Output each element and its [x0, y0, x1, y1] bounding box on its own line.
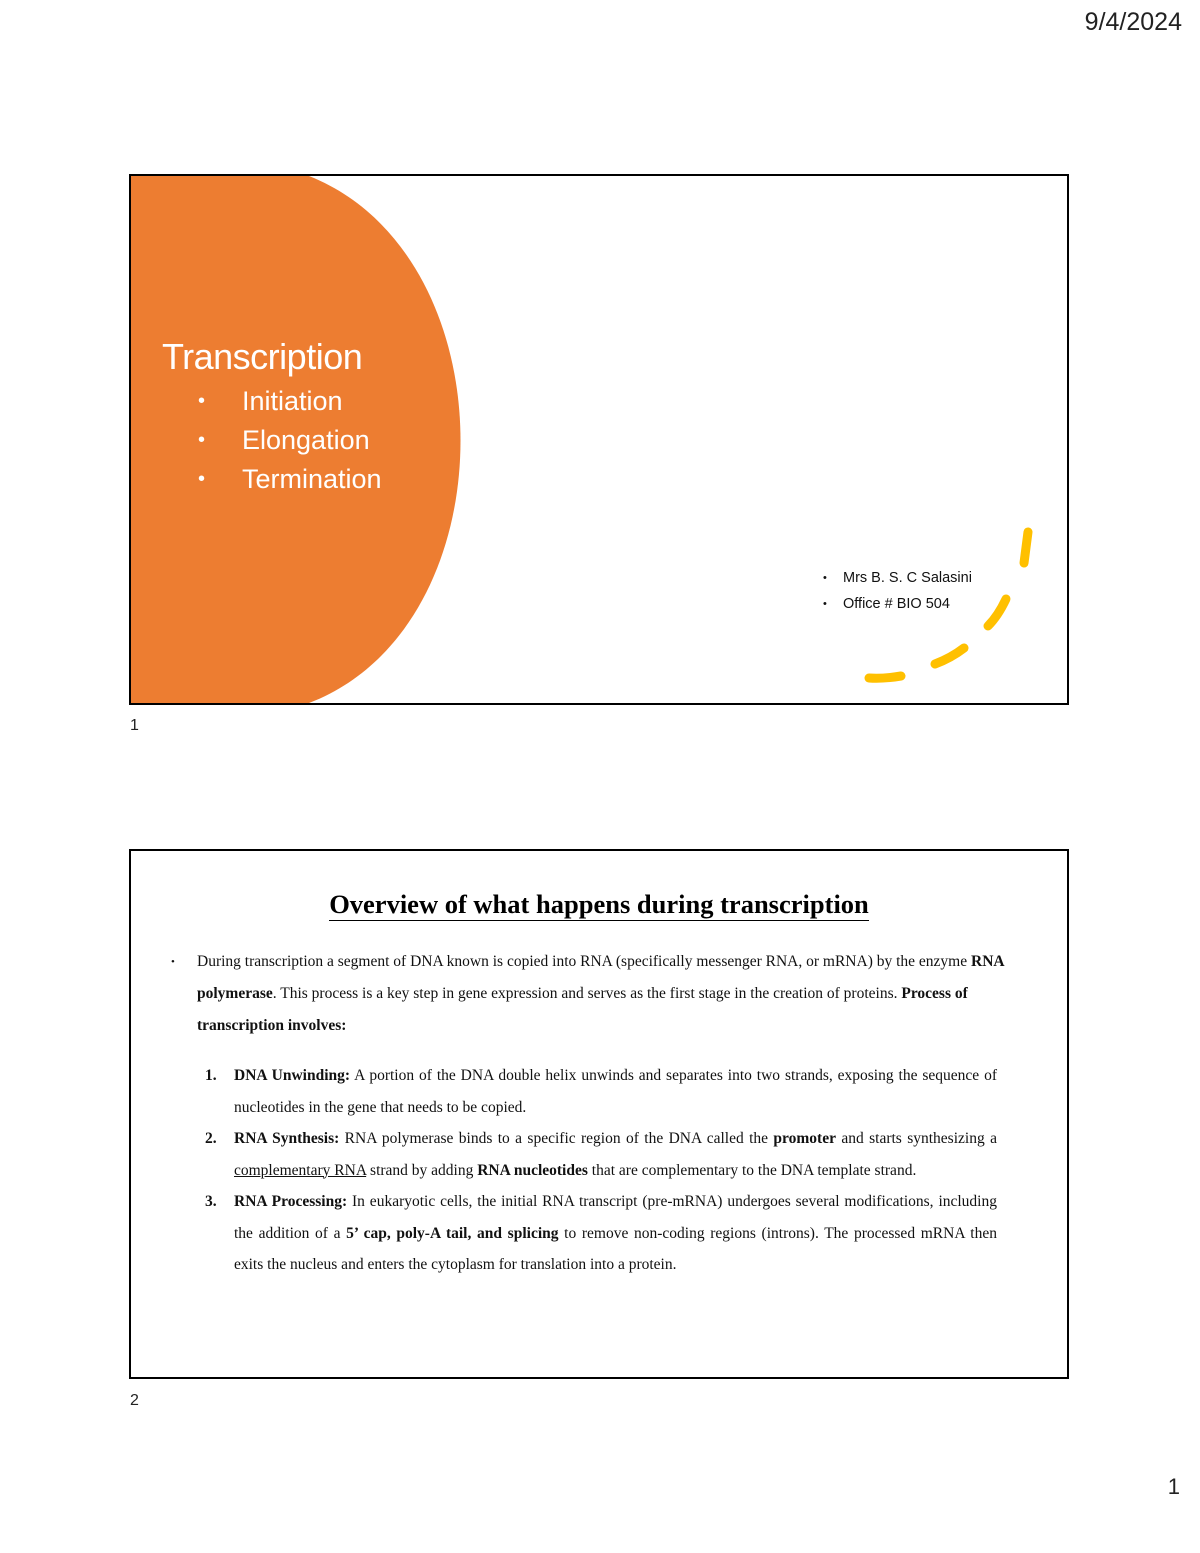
presenter-office: • Office # BIO 504 [823, 591, 972, 617]
bullet-icon: • [198, 390, 206, 412]
step-dna-unwinding: 1. DNA Unwinding: A portion of the DNA double helix unwinds and separates into two strands, exposing the sequence of nucleotides in the gene that needs to be copied. [205, 1067, 997, 1116]
decorative-dashed-arc-icon [131, 176, 1067, 703]
dash-4 [869, 676, 901, 678]
dash-1 [1024, 532, 1028, 563]
step-rna-synthesis: 2. RNA Synthesis: RNA polymerase binds to a specific region of the DNA called the promoter and starts synthesizing a complementary RNA strand by adding RNA nucleotides that are complementary to the DNA template strand. [205, 1130, 997, 1179]
bullet-icon: • [823, 598, 827, 610]
slide-2-title: Overview of what happens during transcription [329, 889, 869, 919]
bullet-icon: • [198, 468, 206, 490]
bullet-icon: • [198, 429, 206, 451]
bullet-icon: • [171, 956, 175, 968]
step-rna-processing: 3. RNA Processing: In eukaryotic cells, the initial RNA transcript (pre-mRNA) undergoes several modifications, including the addition of a 5’ cap, poly-A tail, and splicing to remove non-coding regions (introns). The processed mRNA then exits the nucleus and enters the cytoplasm for translation into a protein. [205, 1193, 997, 1273]
page-number: 1 [1167, 1474, 1180, 1499]
process-heading: Process of transcription involves: [197, 985, 968, 1034]
process-steps [171, 1060, 1031, 1281]
slide-1-number: 1 [130, 717, 139, 734]
slide-2 [129, 849, 1069, 1379]
stage-initiation: Initiation [242, 386, 343, 416]
slide-1 [129, 174, 1069, 705]
stage-elongation: Elongation [242, 425, 370, 455]
dash-3 [935, 648, 964, 664]
dash-2 [988, 599, 1006, 626]
term-rna-polymerase: RNA polymerase [197, 953, 1004, 1002]
stage-termination: Termination [242, 464, 382, 494]
presenter-name: • Mrs B. S. C Salasini [823, 565, 972, 591]
slide-2-body [171, 946, 1031, 1281]
intro-paragraph: • During transcription a segment of DNA known is copied into RNA (specifically messenger RNA, or mRNA) by the enzyme RNA polymerase. This process is a key step in gene expression and serves as the first stage in the creation of proteins. Process of transcription involves: [171, 946, 1031, 1042]
header-date: 9/4/2024 [1084, 8, 1182, 36]
bullet-icon: • [823, 572, 827, 584]
slide-2-number: 2 [130, 1392, 139, 1409]
slide-1-title: Transcription [162, 336, 363, 377]
